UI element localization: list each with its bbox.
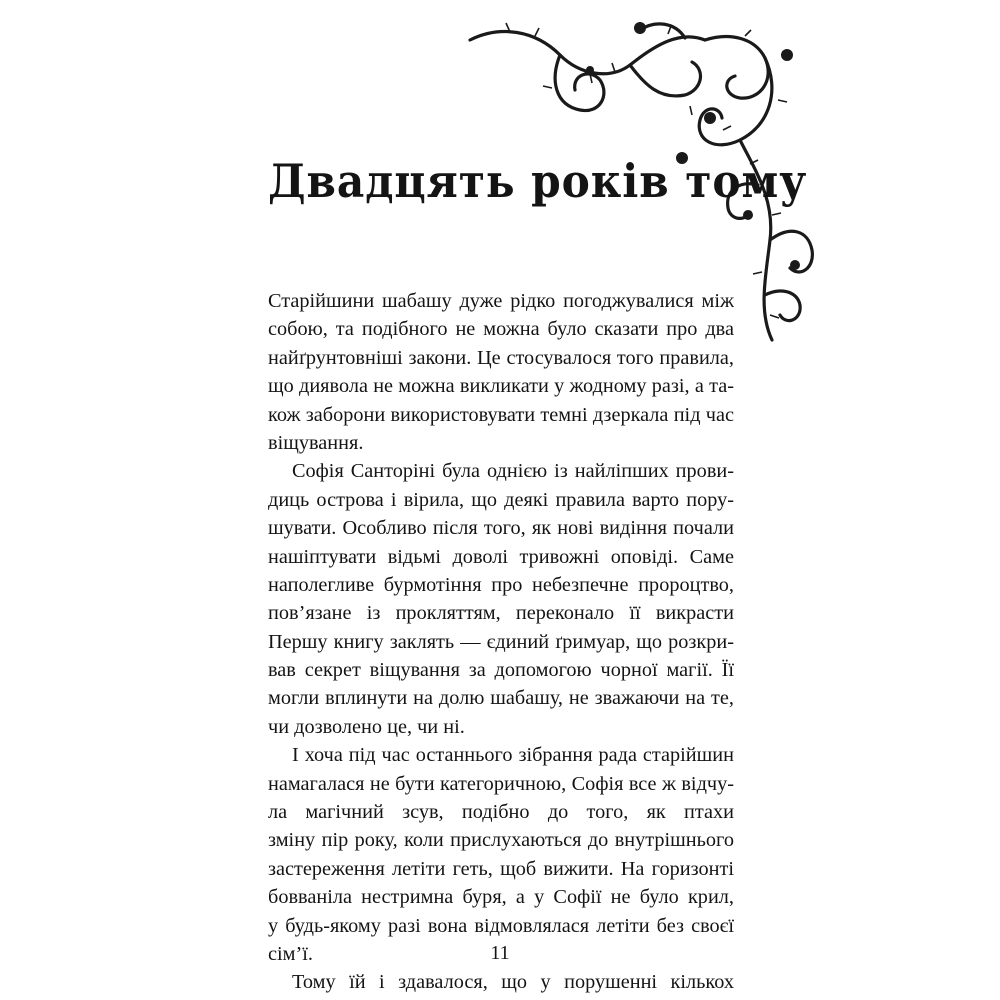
text-line: вав секрет віщування за допомогою чорної магії. Її [268, 659, 734, 682]
text-line: ла магічний зсув, подібно до того, як птахи [268, 801, 734, 824]
page-number: 11 [490, 942, 510, 964]
text-line: нашіптувати відьмі доволі тривожні оповіді. Саме [268, 545, 734, 568]
text-line: Першу книгу заклять — єдиний ґримуар, що розкри- [268, 630, 734, 653]
text-line: пов’язане із прокляттям, переконало її викрасти [268, 602, 734, 625]
text-line: застереження летіти геть, щоб вижити. На горизонті [268, 857, 734, 880]
paragraph [268, 287, 734, 457]
text-line: що диявола не можна викликати у жодному разі, а та- [268, 375, 734, 398]
text-line: бовваніла нестримна буря, а у Софії не було крил, [268, 886, 734, 909]
text-line: сім’ї. [268, 942, 313, 965]
text-line: у будь-якому разі вона відмовлялася летіти без своєї [268, 914, 734, 937]
text-line: диць острова і вірила, що деякі правила варто пору- [268, 488, 734, 511]
text-line: зміну пір року, коли прислухаються до внутрішнього [268, 829, 734, 852]
paragraph [268, 457, 734, 741]
text-line: чи дозволено це, чи ні. [268, 715, 465, 738]
paragraph [268, 741, 734, 968]
text-line: могли вплинути на долю шабашу, не зважаючи на те, [268, 687, 734, 710]
text-line: Тому їй і здавалося, що у порушенні кількох [292, 971, 734, 994]
text-line: собою, та подібного не можна було сказати про два [268, 318, 734, 341]
body-text [268, 287, 734, 1000]
text-line: намагалася не бути категоричною, Софія все ж відчу- [268, 772, 734, 795]
text-line: Старійшини шабашу дуже рідко погоджувалися між [268, 290, 734, 312]
chapter-title: Двадцять років тому [268, 154, 808, 208]
text-line: найґрунтовніші закони. Це стосувалося того правила, [268, 346, 734, 369]
paragraph [268, 968, 734, 1000]
text-line: шувати. Особливо після того, як нові видіння почали [268, 517, 734, 540]
text-line: віщування. [268, 431, 364, 454]
text-line: Софія Санторіні була однією із найліпших прови- [292, 460, 734, 483]
text-line: І хоча під час останнього зібрання рада старійшин [292, 744, 734, 767]
text-line: наполегливе бурмотіння про небезпечне пророцтво, [268, 573, 734, 596]
text-line: кож заборони використовувати темні дзеркала під час [268, 403, 734, 426]
